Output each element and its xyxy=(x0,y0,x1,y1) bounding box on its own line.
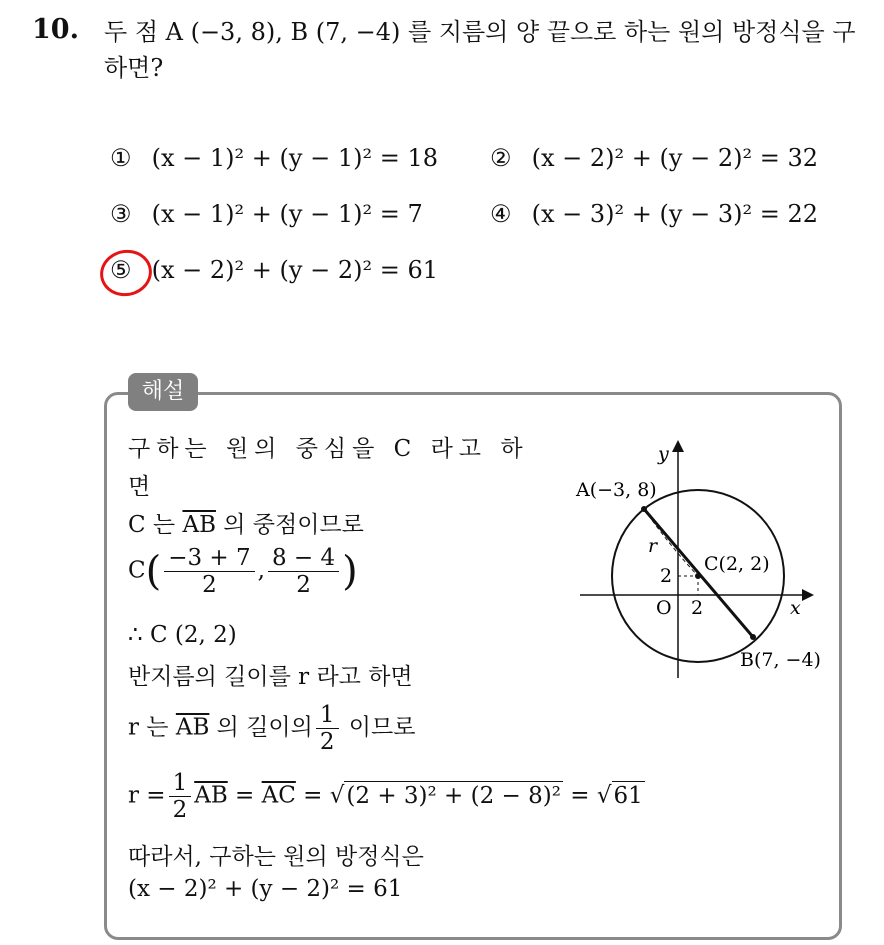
point-b xyxy=(750,634,756,640)
choice-text: (x − 3)² + (y − 3)² = 22 xyxy=(531,200,818,228)
choice-2[interactable] xyxy=(490,144,818,172)
paren-close: ) xyxy=(342,548,358,595)
solution-tag: 해설 xyxy=(128,373,198,411)
solution-line-6: 반지름의 길이를 r 라고 하면 xyxy=(128,664,413,690)
numerator: 8 − 4 xyxy=(268,545,339,572)
choice-mark: ③ xyxy=(110,200,132,228)
text: r = xyxy=(128,782,166,809)
solution-line-5: ∴ C (2, 2) xyxy=(128,622,237,648)
label-origin: O xyxy=(656,597,672,619)
sqrt-sign: √ xyxy=(329,782,345,809)
fraction-half xyxy=(169,770,192,823)
sqrt-root: 61 xyxy=(613,782,643,809)
sqrt-sign: √ xyxy=(596,782,612,809)
text: C 는 xyxy=(128,512,183,538)
label-a: A(−3, 8) xyxy=(576,479,657,501)
solution-line-9: 따라서, 구하는 원의 방정식은 xyxy=(128,844,424,870)
choice-5[interactable] xyxy=(110,256,438,284)
fraction-x xyxy=(164,545,254,598)
choice-mark: ② xyxy=(490,144,512,172)
sqrt-content: (2 + 3)² + (2 − 8)² xyxy=(346,782,561,809)
fraction-y xyxy=(268,545,339,598)
solution-line-1: 구하는 원의 중심을 C 라고 하 xyxy=(128,436,529,462)
segment-ab: $\overline{AB}$ xyxy=(175,714,210,741)
fraction-half xyxy=(316,702,339,755)
text: 이므로 xyxy=(341,714,416,741)
circle-graph xyxy=(570,436,830,686)
label-y: y xyxy=(658,443,669,465)
label-two-y: 2 xyxy=(660,565,673,587)
label-x: x xyxy=(790,597,801,619)
solution-line-2: 면 xyxy=(128,474,151,500)
label-c: C(2, 2) xyxy=(704,553,770,575)
point-a xyxy=(641,506,647,512)
text: = xyxy=(295,782,330,809)
solution-line-8 xyxy=(128,770,645,823)
choice-text: (x − 2)² + (y − 2)² = 61 xyxy=(151,256,438,284)
question-number: 10. xyxy=(32,14,79,45)
denominator: 2 xyxy=(172,797,188,823)
choice-text: (x − 1)² + (y − 1)² = 18 xyxy=(151,144,438,172)
choice-text: (x − 2)² + (y − 2)² = 32 xyxy=(531,144,818,172)
choice-3[interactable] xyxy=(110,200,423,228)
solution-line-7 xyxy=(128,702,415,755)
text: 의 길이의 xyxy=(209,714,313,741)
denominator: 2 xyxy=(319,729,335,755)
label-r: r xyxy=(648,535,658,557)
numerator: −3 + 7 xyxy=(164,545,254,572)
numerator: 1 xyxy=(316,702,339,729)
midpoint-c: C xyxy=(128,557,146,584)
denominator: 2 xyxy=(296,572,311,598)
choice-text: (x − 1)² + (y − 1)² = 7 xyxy=(151,200,423,228)
question-text: 두 점 A (−3, 8), B (7, −4) 를 지름의 양 끝으로 하는 원의 방정식을 구하면? xyxy=(104,18,856,82)
text: 의 중점이므로 xyxy=(215,512,364,538)
choice-4[interactable] xyxy=(490,200,818,228)
text: = xyxy=(227,782,262,809)
label-two-x: 2 xyxy=(691,597,704,619)
choice-mark: ④ xyxy=(490,200,512,228)
point-c xyxy=(695,573,701,579)
denominator: 2 xyxy=(202,572,217,598)
choice-mark: ⑤ xyxy=(110,256,132,284)
choice-1[interactable] xyxy=(110,144,438,172)
text: = xyxy=(562,782,597,809)
numerator: 1 xyxy=(169,770,192,797)
solution-line-10: (x − 2)² + (y − 2)² = 61 xyxy=(128,876,403,902)
solution-line-3 xyxy=(128,506,364,539)
label-b: B(7, −4) xyxy=(740,649,821,671)
choice-mark: ① xyxy=(110,144,132,172)
segment-ab: $\overline{AB}$ xyxy=(182,512,216,538)
segment-ac: $\overline{AC}$ xyxy=(261,782,296,809)
solution-line-4: C( $\frac{-3 + 7}{2}$ , $\frac{8 - 4}{2}$ ) xyxy=(128,545,358,598)
paren-open: ( xyxy=(145,548,162,595)
segment-ab: $\overline{AB}$ xyxy=(194,782,228,809)
answer-circle-mark xyxy=(96,245,156,301)
text: r 는 xyxy=(128,714,176,741)
